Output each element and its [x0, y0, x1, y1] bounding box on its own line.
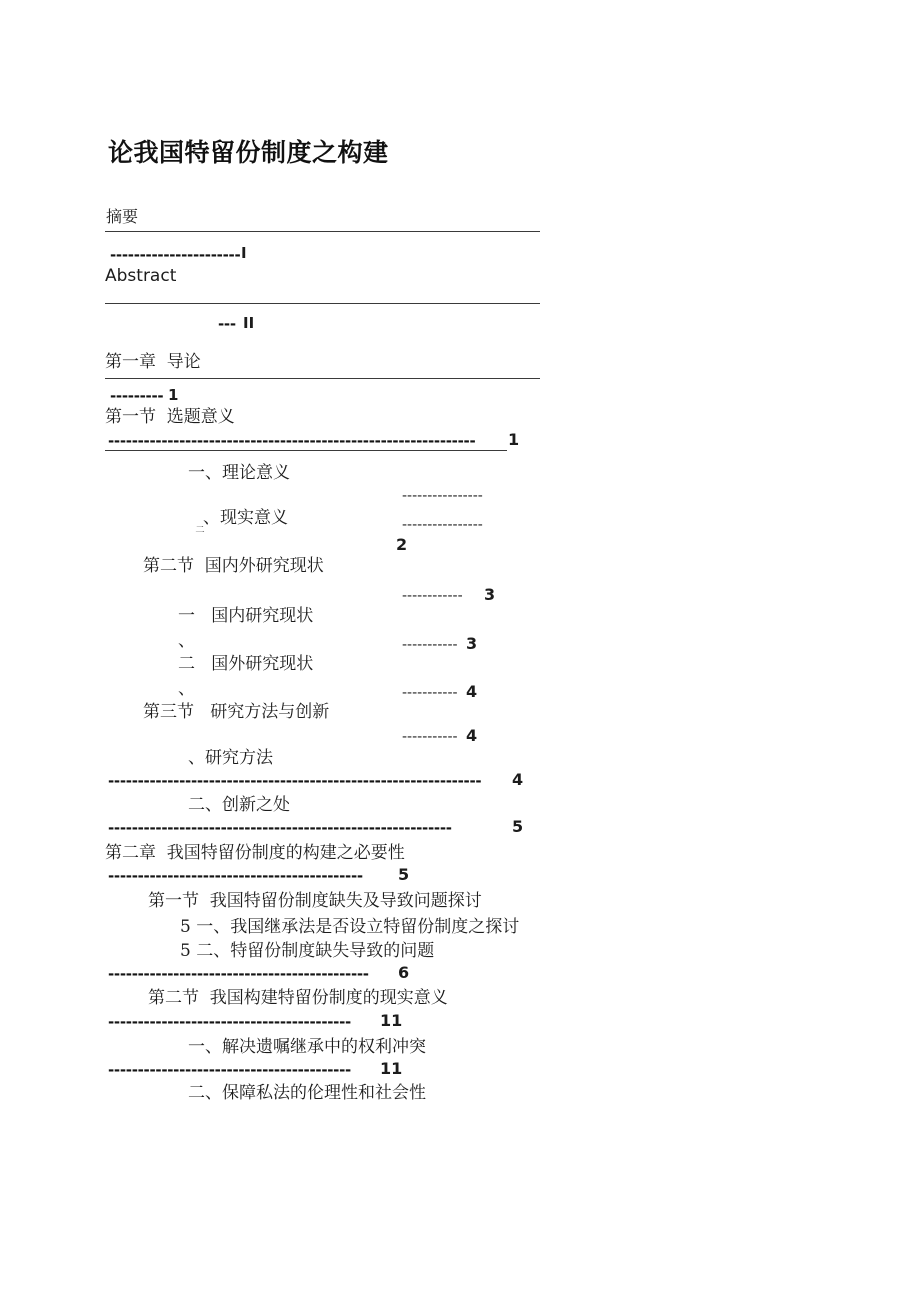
toc-entry-abstract-en-label[interactable]: Abstract — [105, 266, 177, 286]
toc-entry-ch1-sec3-item2-page: 5 — [512, 817, 524, 836]
toc-entry-ch2-sec1-item2-leader: -------------------------------------------- — [108, 965, 369, 983]
toc-entry-ch1-sec1-page: 1 — [508, 430, 520, 449]
toc-entry-ch2-sec1-label[interactable]: 第一节 我国特留份制度缺失及导致问题探讨 — [148, 891, 482, 911]
toc-entry-abstract-cn-underline — [105, 231, 540, 232]
toc-entry-ch1-sec1-leader: -------------------------------------------------------------- — [108, 432, 476, 450]
toc-entry-ch1-sec2-item1-leader: ----------- — [402, 637, 458, 653]
toc-entry-ch2-sec1-item2-page: 6 — [398, 963, 410, 982]
toc-entry-ch1-sec3-item1-label[interactable]: 、研究方法 — [188, 748, 273, 768]
toc-entry-ch1-sec1-item2-marker: 二 — [195, 525, 205, 534]
toc-entry-ch1-sec2-item1-orphan-comma: 、 — [178, 631, 195, 651]
toc-entry-chapter2-label[interactable]: 第二章 我国特留份制度的构建之必要性 — [105, 843, 405, 863]
toc-entry-ch1-sec2-item1-label[interactable]: 一 国内研究现状 — [178, 606, 314, 626]
toc-entry-ch1-sec1-underline — [105, 450, 507, 451]
toc-entry-ch1-sec3-item2-label[interactable]: 二、创新之处 — [188, 795, 290, 815]
toc-entry-ch1-sec2-item2-page: 4 — [466, 682, 478, 701]
toc-entry-ch2-sec1-item1-label[interactable]: 5 一、我国继承法是否设立特留份制度之探讨 — [180, 917, 520, 937]
toc-entry-abstract-cn-label[interactable]: 摘要 — [106, 207, 139, 226]
toc-entry-ch1-sec1-item2-page: 2 — [396, 535, 408, 554]
toc-entry-ch1-sec1-label[interactable]: 第一节 选题意义 — [105, 407, 235, 427]
toc-entry-ch1-sec3-leader: ----------- — [402, 729, 458, 745]
toc-entry-ch1-sec2-item1-page: 3 — [466, 634, 478, 653]
toc-entry-ch1-sec2-label[interactable]: 第二节 国内外研究现状 — [143, 556, 324, 576]
toc-entry-abstract-cn-leader: ---------------------- — [110, 246, 241, 264]
toc-entry-ch1-sec3-item1-leader: --------------------------------------------------------------- — [108, 772, 482, 790]
toc-entry-ch2-sec2-leader: ----------------------------------------- — [108, 1013, 351, 1031]
toc-entry-ch1-sec3-label[interactable]: 第三节 研究方法与创新 — [143, 702, 330, 722]
toc-entry-abstract-en-underline — [105, 303, 540, 304]
toc-entry-abstract-en-page: II — [243, 314, 255, 332]
toc-entry-ch2-sec2-item1-page: 11 — [380, 1059, 403, 1078]
toc-entry-ch1-sec2-item2-leader: ----------- — [402, 685, 458, 701]
page-title: 论我国特留份制度之构建 — [108, 138, 389, 167]
toc-entry-ch1-sec1-item1-label[interactable]: 一、理论意义 — [188, 463, 290, 483]
toc-entry-ch2-sec2-item2-label[interactable]: 二、保障私法的伦理性和社会性 — [188, 1083, 426, 1103]
toc-entry-ch1-sec3-item2-leader: ---------------------------------------------------------- — [108, 819, 452, 837]
toc-entry-ch1-sec1-item2-leader: ---------------- — [402, 517, 483, 533]
toc-entry-chapter1-underline — [105, 378, 540, 379]
toc-entry-abstract-en-leader: --- — [218, 315, 236, 333]
toc-entry-chapter2-page: 5 — [398, 865, 410, 884]
toc-entry-ch1-sec2-item2-label[interactable]: 二 国外研究现状 — [178, 654, 314, 674]
toc-entry-ch2-sec2-page: 11 — [380, 1011, 403, 1030]
toc-entry-ch2-sec2-item1-label[interactable]: 一、解决遗嘱继承中的权利冲突 — [188, 1037, 426, 1057]
toc-entry-ch1-sec2-page: 3 — [484, 585, 496, 604]
toc-entry-chapter1-page: 1 — [168, 386, 179, 404]
toc-entry-ch1-sec1-item1-leader: ---------------- — [402, 488, 483, 504]
toc-entry-ch1-sec3-page: 4 — [466, 726, 478, 745]
toc-entry-ch2-sec2-item1-leader: ----------------------------------------- — [108, 1061, 351, 1079]
toc-entry-ch2-sec1-item2-label[interactable]: 5 二、特留份制度缺失导致的问题 — [180, 941, 435, 961]
toc-entry-chapter1-leader: --------- — [110, 387, 164, 405]
toc-entry-ch1-sec3-item1-page: 4 — [512, 770, 524, 789]
toc-entry-abstract-cn-page: I — [241, 244, 247, 262]
toc-entry-chapter2-leader: ------------------------------------------- — [108, 867, 363, 885]
toc-entry-chapter1-label[interactable]: 第一章 导论 — [105, 352, 201, 372]
toc-entry-ch1-sec1-item2-label[interactable]: 、现实意义 — [203, 508, 288, 528]
toc-entry-ch1-sec2-item2-orphan-comma: 、 — [178, 679, 195, 699]
toc-entry-ch2-sec2-label[interactable]: 第二节 我国构建特留份制度的现实意义 — [148, 988, 448, 1008]
toc-entry-ch1-sec2-leader: ------------ — [402, 588, 463, 604]
